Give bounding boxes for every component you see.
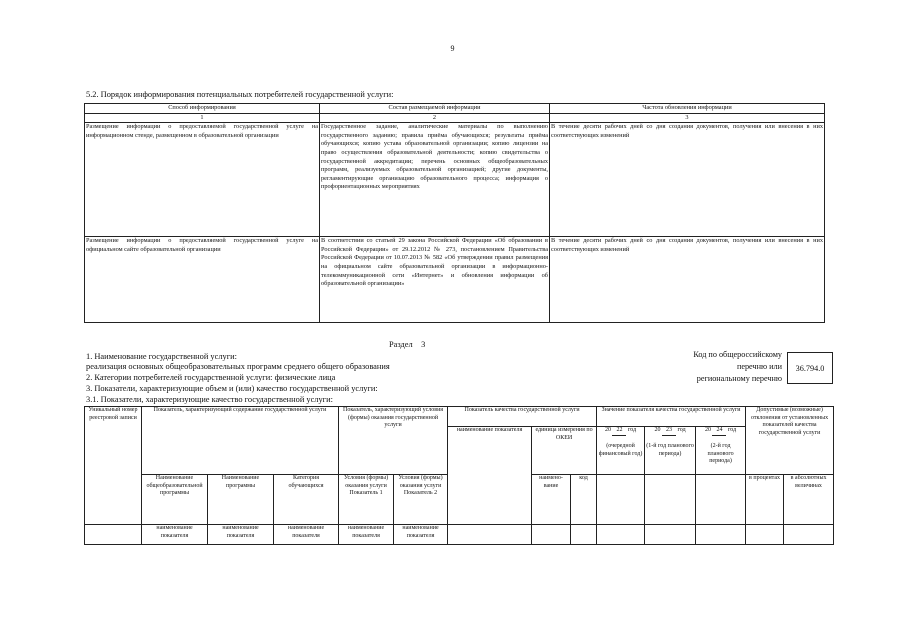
row-frequency: В течение десяти рабочих дней со дня создания документов, получения или внесения в них соответствующих изменений [550, 123, 825, 237]
header-quality-indicator: Показатель качества государственной услуги [448, 407, 597, 427]
service-indicators: 3. Показатели, характеризующие объем и (или) качество государственной услуги: [86, 384, 378, 393]
header-year-3: 20 24 год (2-й год планового периода) [696, 427, 746, 475]
code-value-box: 36.794.0 [787, 352, 833, 384]
deviation-absolute: в абсолютных величинах [784, 475, 834, 525]
row-frequency: В течение десяти рабочих дней со дня создания документов, получения или внесения в них соответствующих изменений [550, 237, 825, 323]
section-number: 3 [421, 340, 426, 349]
sub-col-condition-1: Условия (формы) оказания услуги Показатель 1 [339, 475, 394, 525]
col-number: 2 [320, 113, 550, 123]
name-label: наименование показателя [208, 525, 274, 545]
quality-indicators-table [84, 406, 834, 545]
header-frequency: Частота обновления информации [550, 104, 825, 114]
col-number: 3 [550, 113, 825, 123]
deviation-percent: в процентах [746, 475, 784, 525]
code-label-2: перечню или [736, 362, 782, 371]
page-number: 9 [450, 44, 455, 53]
sub-col-condition-2: Условия (формы) оказания услуги Показатель 2 [394, 475, 448, 525]
table-row [85, 237, 825, 323]
table-row [85, 123, 825, 237]
col-number: 1 [85, 113, 320, 123]
header-content-indicator: Показатель, характеризующий содержание государственной услуги [142, 407, 339, 475]
section-5-2-heading: 5.2. Порядок информирования потенциальных потребителей государственной услуги: [86, 90, 394, 99]
name-label: наименование показателя [142, 525, 208, 545]
name-label: наименование показателя [274, 525, 339, 545]
section-title [389, 340, 425, 349]
sub-col-category: Категория обучающихся [274, 475, 339, 525]
code-label-3: региональному перечню [696, 374, 782, 383]
name-label: наименование показателя [394, 525, 448, 545]
header-unit: единица измерения по ОКЕИ [532, 427, 597, 475]
code-label-1: Код по общероссийскому [693, 350, 782, 359]
header-conditions-indicator: Показатель, характеризующий условия (формы) оказания государственной услуги [339, 407, 448, 475]
row-method: Размещение информации о предоставляемой государственной услуге на официальном сайте образовательной организации [85, 237, 320, 323]
row-content: Государственное задание, аналитические материалы по выполнению государственного заданию; правила приёма обучающихся; результаты приёма обучающихся; копию устава образовательной организации; копию лицензии на право осуществления образовательной деятельности; копию свидетельства о государственной аккредитации; перечень основных общеобразовательных программ, реализуемых образовательной организацией; другие документы, регламентирующие организацию образовательного процесса; информация о профориентационных мероприятиях [320, 123, 550, 237]
header-indicator-name: наименование показателя [448, 427, 532, 525]
header-year-1: 20 22 год (очередной финансовый год) [597, 427, 645, 475]
sub-col-program-name: Наименование программы [208, 475, 274, 525]
service-quality-indicators: 3.1. Показатели, характеризующие качество государственной услуги: [86, 395, 333, 404]
header-registry: Уникальный номер реестровой записи [85, 407, 142, 525]
informing-table [84, 103, 825, 323]
section-label: Раздел [389, 340, 413, 349]
service-consumers: 2. Категории потребителей государственной услуги: физические лица [86, 373, 336, 382]
sub-col-program: Наименование общеобразовательной программы [142, 475, 208, 525]
header-year-2: 20 23 год (1-й год планового периода) [645, 427, 696, 475]
row-content: В соответствии со статьей 29 закона Российской Федерации «Об образовании в Российской Федерации» от 29.12.2012 № 273, постановлением Правительства Российской Федерации от 10.07.2013 № 582 «Об утверждении правил размещения на официальном сайте образовательной организации в информационно-телекоммуникационной сети «Интернет» и обновления информации об образовательной организации» [320, 237, 550, 323]
service-name-label: 1. Наименование государственной услуги: [86, 352, 237, 361]
row-method: Размещение информации о предоставляемой государственной услуге на информационном стенде, размещенном в образовательной организации [85, 123, 320, 237]
header-deviations: Допустимые (возможные) отклонения от установленных показателей качества государственной услуги [746, 407, 834, 475]
header-method: Способ информирования [85, 104, 320, 114]
header-content: Состав размещаемой информации [320, 104, 550, 114]
name-label: наименование показателя [339, 525, 394, 545]
header-quality-values: Значение показателя качества государственной услуги [597, 407, 746, 427]
service-name-value: реализация основных общеобразовательных программ среднего общего образования [86, 362, 390, 371]
unit-name: наимено-вание [532, 475, 571, 525]
unit-code: код [571, 475, 597, 525]
